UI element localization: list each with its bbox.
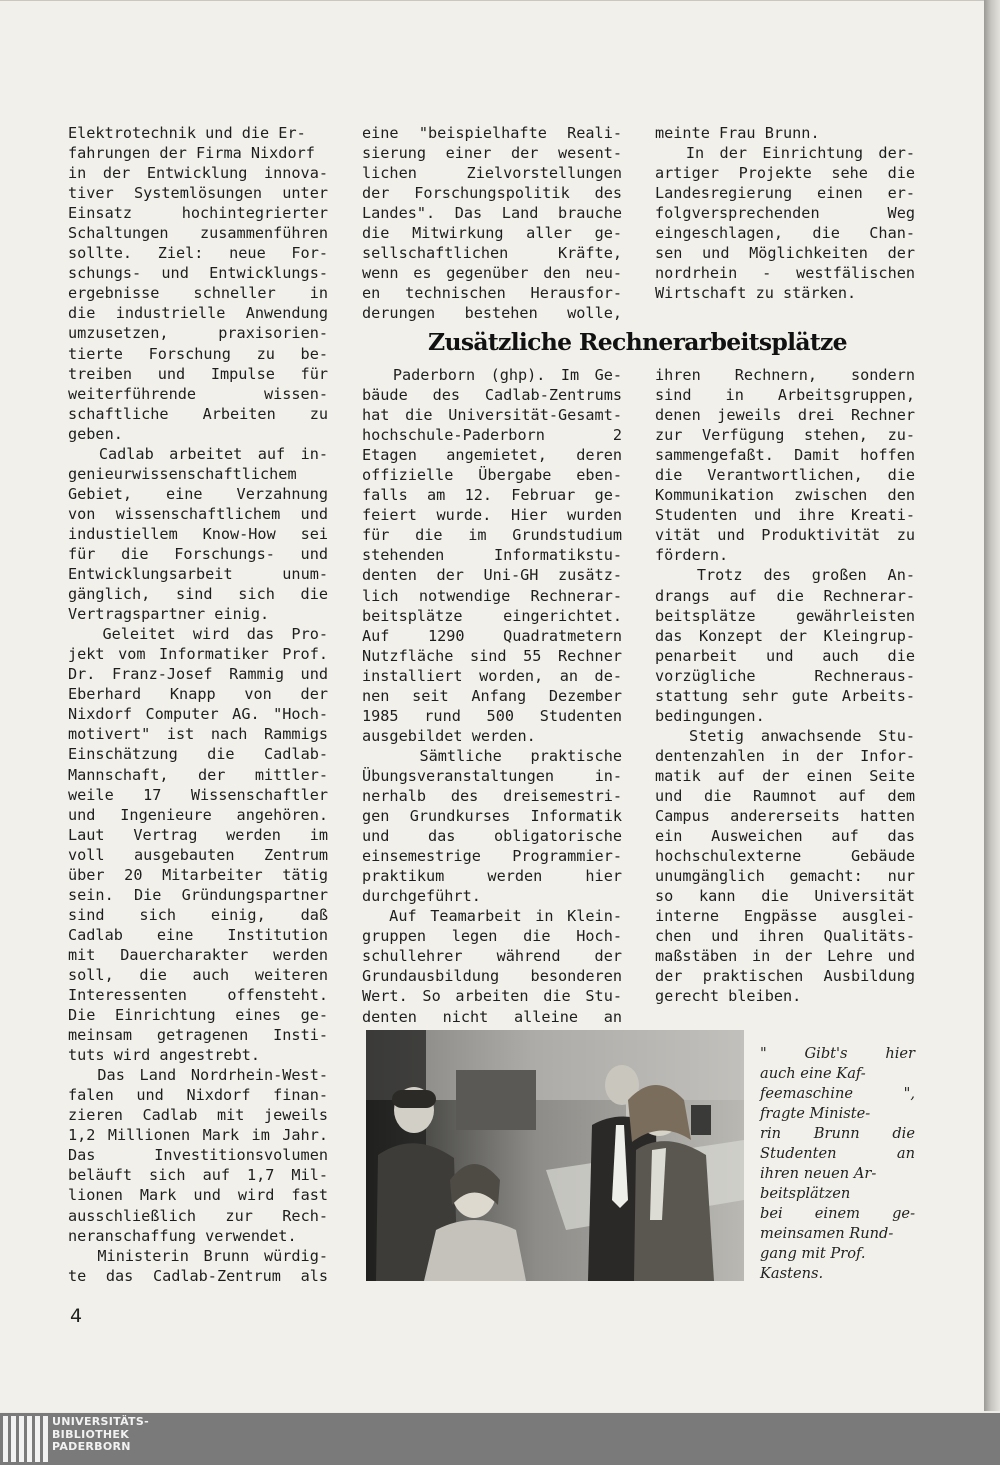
text-line: und Ingenieure angehören. [68, 805, 328, 824]
text-line: meinsamen Rund- [760, 1225, 894, 1242]
text-line: Nixdorf Computer AG. "Hoch- [68, 705, 328, 724]
text-line: eine "beispielhafte Reali- [362, 124, 622, 142]
text-line: und die Raumnot auf dem [655, 786, 915, 805]
text-line: Paderborn (ghp). Im Ge- [362, 366, 622, 384]
text-line: meinsam getragenen Insti- [68, 1026, 328, 1045]
text-line: Laut Vertrag werden im [68, 825, 328, 844]
text-line: tiver Systemlösungen unter [68, 184, 328, 203]
article-headline: Zusätzliche Rechnerarbeitsplätze [428, 328, 847, 356]
text-line: offizielle Übergabe eben- [362, 466, 622, 485]
text-line: ausgebildet werden. [362, 726, 536, 745]
text-line: industiellem Know-How sei [68, 524, 328, 543]
text-line: bedingungen. [655, 706, 765, 725]
text-line: installiert worden, an de- [362, 666, 622, 685]
text-line: die Verantwortlichen, die [655, 466, 915, 485]
text-line: te das Cadlab-Zentrum als [68, 1266, 328, 1285]
text-line: Campus andererseits hatten [655, 807, 915, 826]
text-line: ihren Rechnern, sondern [655, 366, 915, 384]
text-line: nen seit Anfang Dezember [362, 686, 622, 705]
text-line: lich notwendige Rechnerar- [362, 586, 622, 605]
text-line: feiert wurde. Hier wurden [362, 506, 622, 525]
text-line: Trotz des großen An- [655, 566, 915, 585]
footer-bar [0, 1413, 1000, 1465]
text-line: sellschaftlichen Kräfte, [362, 244, 622, 263]
page-number: 4 [70, 1305, 83, 1327]
text-line: Grundausbildung besonderen [362, 967, 622, 986]
text-line: sind sich einig, daß [68, 905, 328, 924]
text-line: chen und ihren Qualitäts- [655, 927, 915, 946]
text-line: über 20 Mitarbeiter tätig [68, 865, 328, 884]
text-line: schullehrer während der [362, 947, 622, 966]
text-line: ausschließlich zur Rech- [68, 1206, 328, 1225]
text-line: Das Investitionsvolumen [68, 1146, 328, 1165]
text-line: Einsatz hochintegrierter [68, 204, 328, 223]
text-line: Entwicklungsarbeit unum- [68, 565, 328, 584]
text-line: nerhalb des dreisemestri- [362, 786, 622, 805]
text-line: Elektrotechnik und die Er- [68, 124, 306, 142]
text-line: voll ausgebauten Zentrum [68, 845, 328, 864]
text-line: eingeschlagen, die Chan- [655, 224, 915, 243]
text-line: von wissenschaftlichem und [68, 504, 328, 523]
library-name [52, 1416, 149, 1454]
text-line: sierung einer der wesent- [362, 144, 622, 163]
text-line: das Konzept der Kleingrup- [655, 626, 915, 645]
text-line: stattung sehr gute Arbeits- [655, 686, 915, 705]
text-line: der Forschungspolitik des [362, 184, 622, 203]
text-line: Nutzfläche sind 55 Rechner [362, 646, 622, 665]
photo-caption [760, 1044, 915, 1284]
library-name-line-1: UNIVERSITÄTS- [52, 1415, 149, 1428]
text-line: fragte Ministe- [760, 1105, 871, 1122]
text-line: folgversprechenden Weg [655, 204, 915, 223]
text-line: gerecht bleiben. [655, 987, 802, 1006]
text-line: so kann die Universität [655, 887, 915, 906]
text-line: soll, die auch weiteren [68, 965, 328, 984]
text-line: Vertragspartner einig. [68, 605, 270, 624]
text-line: der praktischen Ausbildung [655, 967, 915, 986]
column-1 [68, 123, 328, 1286]
text-line: artiger Projekte sehe die [655, 164, 915, 183]
text-line: Übungsveranstaltungen in- [362, 766, 622, 785]
text-line: ein Ausweichen auf das [655, 827, 915, 846]
text-line: beläuft sich auf 1,7 Mil- [68, 1166, 328, 1185]
text-line: In der Einrichtung der- [655, 144, 915, 163]
text-line: Landes". Das Land brauche [362, 204, 622, 223]
text-line: 1,2 Millionen Mark im Jahr. [68, 1126, 328, 1145]
text-line: hat die Universität-Gesamt- [362, 406, 622, 425]
library-logo-icon [0, 1413, 50, 1465]
text-line: Auf Teamarbeit in Klein- [362, 907, 622, 926]
column-2-top [362, 123, 622, 323]
text-line: Schaltungen zusammenführen [68, 224, 328, 243]
text-line: tierte Forschung zu be- [68, 344, 328, 363]
text-line: fördern. [655, 546, 729, 565]
text-line: matik auf der einen Seite [655, 766, 915, 785]
text-line: schungs- und Entwicklungs- [68, 264, 328, 283]
text-line: " Gibt's hier [760, 1045, 915, 1062]
text-line: denten der Uni-GH zusätz- [362, 566, 622, 585]
text-line: weiterführende wissen- [68, 384, 328, 403]
column-2-bottom [362, 365, 622, 1027]
text-line: zieren Cadlab mit jeweils [68, 1106, 328, 1125]
text-line: falls am 12. Februar ge- [362, 486, 622, 505]
text-line: Die Einrichtung eines ge- [68, 1006, 328, 1025]
text-line: geben. [68, 424, 123, 443]
text-line: Auf 1290 Quadratmetern [362, 626, 622, 645]
text-line: sein. Die Gründungspartner [68, 885, 328, 904]
text-line: neranschaffung verwendet. [68, 1226, 297, 1245]
text-line: feemaschine ", [760, 1085, 915, 1102]
text-line: gänglich, sind sich die [68, 585, 328, 604]
text-line: Gebiet, eine Verzahnung [68, 484, 328, 503]
text-line: denten nicht alleine an [362, 1007, 622, 1026]
text-line: 1985 rund 500 Studenten [362, 706, 622, 725]
text-line: Studenten und ihre Kreati- [655, 506, 915, 525]
text-line: Cadlab arbeitet auf in- [68, 444, 328, 463]
text-line: Geleitet wird das Pro- [68, 625, 328, 644]
text-line: für die im Grundstudium [362, 526, 622, 545]
text-line: penarbeit und auch die [655, 646, 915, 665]
text-line: Kommunikation zwischen den [655, 486, 915, 505]
text-line: derungen bestehen wolle, [362, 304, 622, 323]
text-line: motivert" ist nach Rammigs [68, 725, 328, 744]
text-line: bei einem ge- [760, 1205, 915, 1222]
text-line: die industrielle Anwendung [68, 304, 328, 323]
text-line: gruppen legen die Hoch- [362, 927, 622, 946]
text-line: umzusetzen, praxisorien- [68, 324, 328, 343]
text-line: hochschule-Paderborn 2 [362, 426, 622, 445]
text-line: beitsplätze eingerichtet. [362, 606, 622, 625]
text-line: Landesregierung einen er- [655, 184, 915, 203]
text-line: Kastens. [760, 1265, 824, 1282]
text-line: Das Land Nordrhein-West- [68, 1066, 328, 1085]
text-line: mit Dauercharakter werden [68, 945, 328, 964]
text-line: ihren neuen Ar- [760, 1165, 877, 1182]
text-line: denen jeweils drei Rechner [655, 406, 915, 425]
text-line: Sämtliche praktische [362, 746, 622, 765]
text-line: Ministerin Brunn würdig- [68, 1246, 328, 1265]
text-line: Einschätzung die Cadlab- [68, 745, 328, 764]
text-line: stehenden Informatikstu- [362, 546, 622, 565]
text-line: für die Forschungs- und [68, 544, 328, 563]
text-line: durchgeführt. [362, 887, 481, 906]
text-line: wenn es gegenüber den neu- [362, 264, 622, 283]
text-line: gen Grundkurses Informatik [362, 807, 622, 826]
text-line: en technischen Herausfor- [362, 284, 622, 303]
text-line: rin Brunn die [760, 1125, 915, 1142]
article-photo [366, 1030, 744, 1281]
text-line: bäude des Cadlab-Zentrums [362, 386, 622, 405]
text-line: vität und Produktivität zu [655, 526, 915, 545]
text-line: Studenten an [760, 1145, 915, 1162]
photo-illustration [366, 1030, 744, 1281]
text-line: sammengefaßt. Damit hoffen [655, 446, 915, 465]
text-line: hochschulexterne Gebäude [655, 847, 915, 866]
text-line: Wirtschaft zu stärken. [655, 284, 857, 303]
text-line: beitsplätze gewährleisten [655, 606, 915, 625]
text-line: Cadlab eine Institution [68, 925, 328, 944]
page-edge [984, 0, 1000, 1411]
text-line: in der Entwicklung innova- [68, 164, 328, 183]
text-line: fahrungen der Firma Nixdorf [68, 144, 315, 163]
text-line: Interessenten offensteht. [68, 986, 328, 1005]
text-line: interne Engpässe ausglei- [655, 907, 915, 926]
text-line: sind in Arbeitsgruppen, [655, 386, 915, 405]
text-line: maßstäben in der Lehre und [655, 947, 915, 966]
text-line: lichen Zielvorstellungen [362, 164, 622, 183]
text-line: einsemestrige Programmier- [362, 847, 622, 866]
text-line: schaftliche Arbeiten zu [68, 404, 328, 423]
text-line: sen und Möglichkeiten der [655, 244, 915, 263]
text-line: weile 17 Wissenschaftler [68, 785, 328, 804]
text-line: Eberhard Knapp von der [68, 685, 328, 704]
text-line: treiben und Impulse für [68, 364, 328, 383]
text-line: jekt vom Informatiker Prof. [68, 645, 328, 664]
text-line: Mannschaft, der mittler- [68, 765, 328, 784]
text-line: Wert. So arbeiten die Stu- [362, 987, 622, 1006]
text-line: genieurwissenschaftlichem [68, 464, 297, 483]
text-line: nordrhein - westfälischen [655, 264, 915, 283]
library-name-line-3: PADERBORN [52, 1440, 131, 1453]
column-3-top [655, 123, 915, 303]
column-3-bottom [655, 365, 915, 1007]
text-line: drangs auf die Rechnerar- [655, 586, 915, 605]
text-line: tuts wird angestrebt. [68, 1046, 261, 1065]
text-line: lionen Mark und wird fast [68, 1186, 328, 1205]
text-line: auch eine Kaf- [760, 1065, 866, 1082]
text-line: Etagen angemietet, deren [362, 446, 622, 465]
text-line: meinte Frau Brunn. [655, 124, 820, 142]
text-line: Dr. Franz-Josef Rammig und [68, 665, 328, 684]
text-line: falen und Nixdorf finan- [68, 1086, 328, 1105]
text-line: beitsplätzen [760, 1185, 851, 1202]
text-line: und das obligatorische [362, 827, 622, 846]
text-line: ergebnisse schneller in [68, 284, 328, 303]
text-line: die Mitwirkung aller ge- [362, 224, 622, 243]
text-line: sollte. Ziel: neue For- [68, 244, 328, 263]
text-line: zur Verfügung stehen, zu- [655, 426, 915, 445]
text-line: vorzügliche Rechneraus- [655, 666, 915, 685]
text-line: dentenzahlen in der Infor- [655, 746, 915, 765]
text-line: Stetig anwachsende Stu- [655, 726, 915, 745]
library-name-line-2: BIBLIOTHEK [52, 1427, 130, 1441]
text-line: praktikum werden hier [362, 867, 622, 886]
text-line: gang mit Prof. [760, 1245, 866, 1262]
text-line: unumgänglich gemacht: nur [655, 867, 915, 886]
